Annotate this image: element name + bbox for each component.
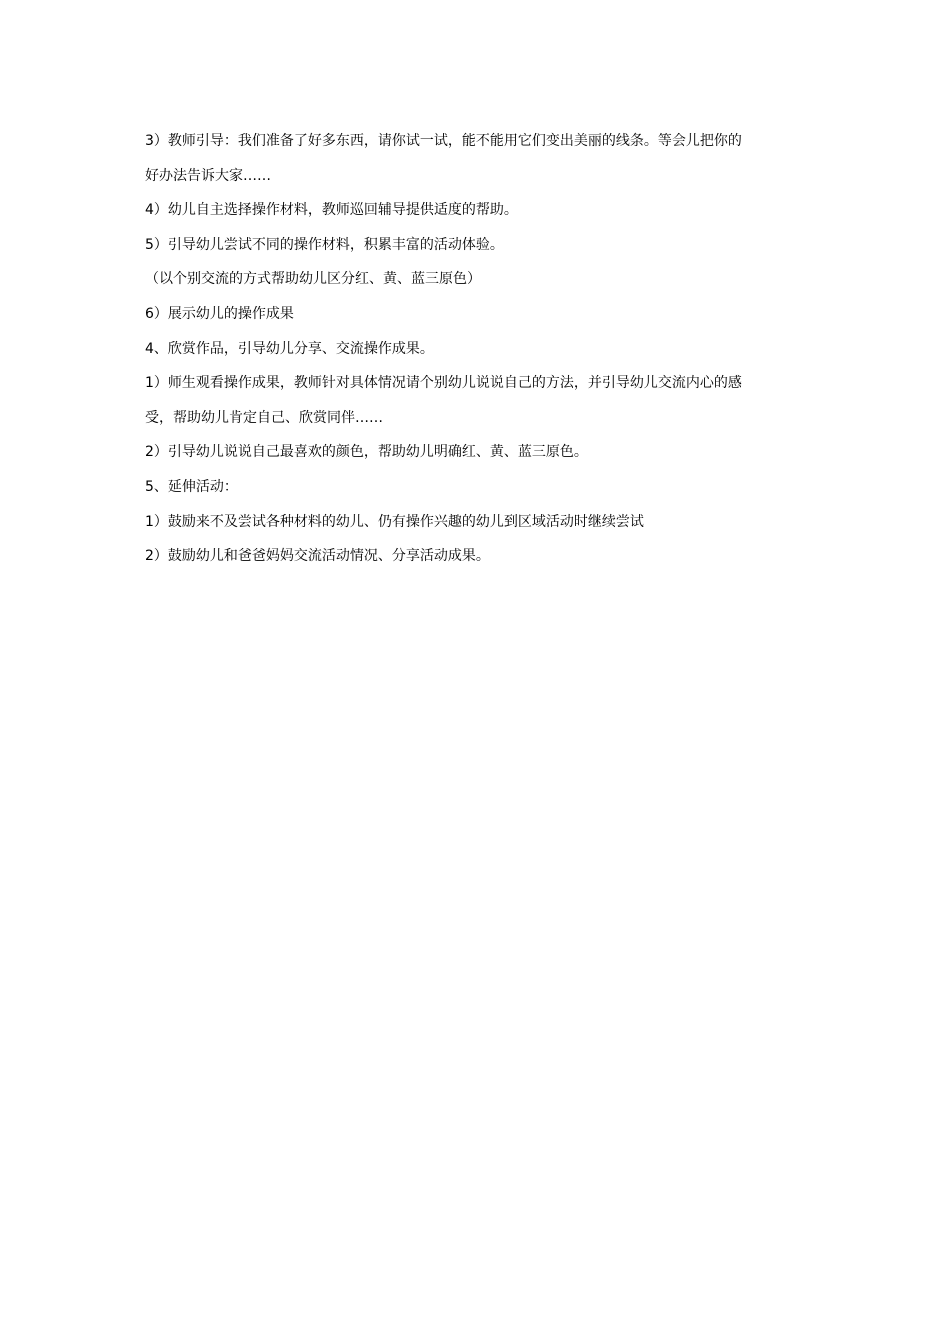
- text-line-step-6: 6）展示幼儿的操作成果: [145, 305, 294, 322]
- text-line-sub-2: 2）引导幼儿说说自己最喜欢的颜色，帮助幼儿明确红、黄、蓝三原色。: [145, 444, 588, 461]
- text-line-ext-1: 1）鼓励来不及尝试各种材料的幼儿、仍有操作兴趣的幼儿到区域活动时继续尝试: [145, 513, 644, 530]
- text-line-note: （以个别交流的方式帮助幼儿区分红、黄、蓝三原色）: [145, 271, 481, 288]
- document-body: [145, 124, 815, 574]
- section-heading-5: 5、延伸活动：: [145, 478, 238, 495]
- text-line-step-4: 4）幼儿自主选择操作材料，教师巡回辅导提供适度的帮助。: [145, 202, 518, 219]
- text-line-step-5: 5）引导幼儿尝试不同的操作材料，积累丰富的活动体验。: [145, 236, 504, 253]
- text-line-sub-1b: 受，帮助幼儿肯定自己、欣赏同伴……: [145, 409, 383, 426]
- section-heading-4: 4、欣赏作品，引导幼儿分享、交流操作成果。: [145, 340, 434, 357]
- text-line-step-3b: 好办法告诉大家……: [145, 167, 271, 184]
- text-line-step-3a: 3）教师引导：我们准备了好多东西，请你试一试，能不能用它们变出美丽的线条。等会儿把你的: [145, 133, 742, 149]
- text-line-sub-1a: 1）师生观看操作成果，教师针对具体情况请个别幼儿说说自己的方法，并引导幼儿交流内心的感: [145, 375, 742, 392]
- text-line-ext-2: 2）鼓励幼儿和爸爸妈妈交流活动情况、分享活动成果。: [145, 548, 490, 565]
